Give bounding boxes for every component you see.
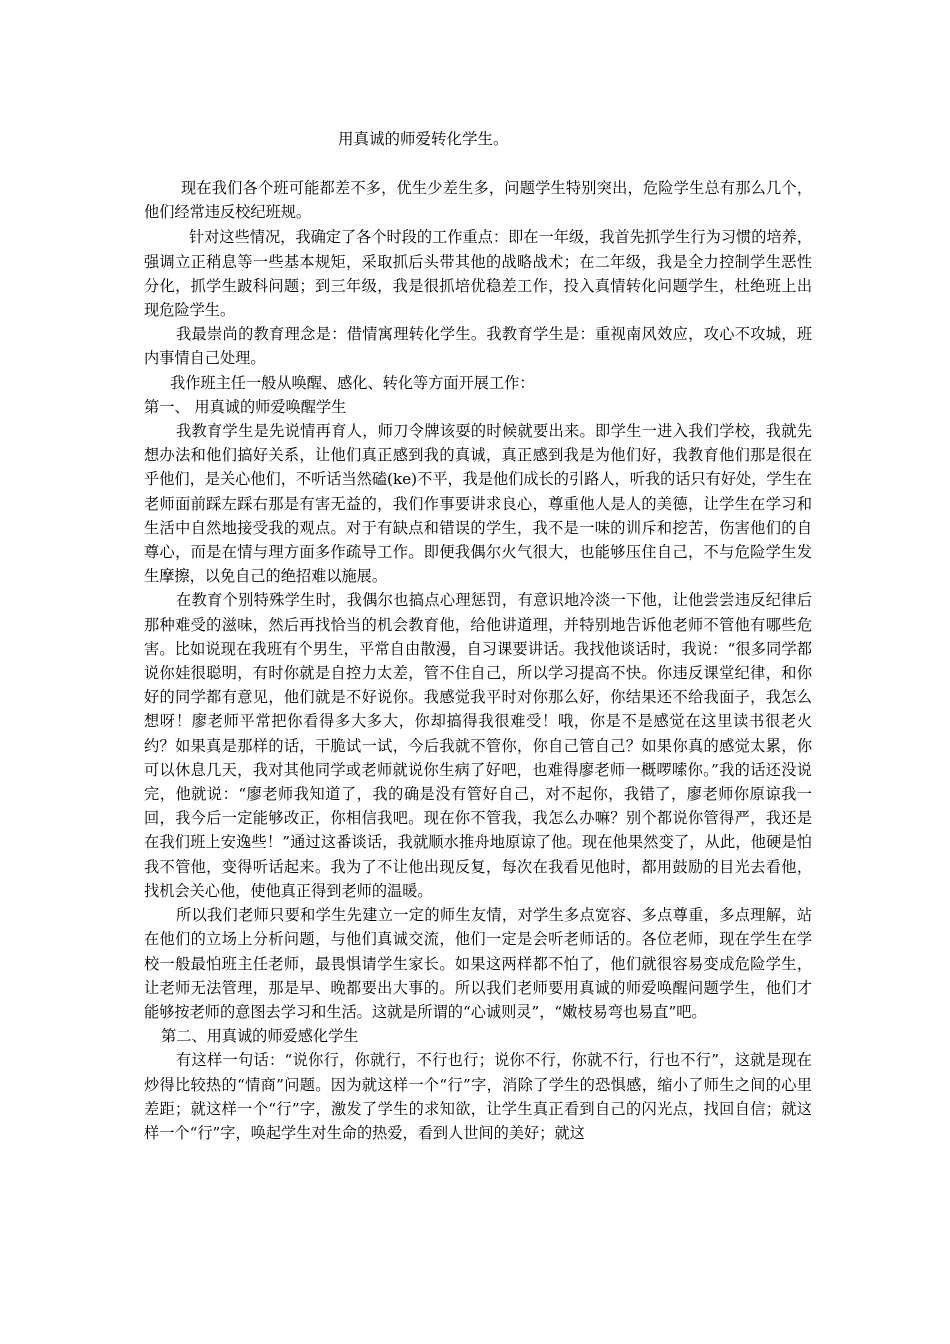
document-title: 用真诚的师爱转化学生。 xyxy=(338,130,509,148)
paragraph-awaken-3: 所以我们老师只要和学生先建立一定的师生友情，对学生多点宽容、多点尊重，多点理解，站在他们的立场上分析问题，与他们真诚交流，他们一定是会听老师话的。各位老师，现在学生在学校一般最怕班主任老师，最畏惧请学生家长。如果这两样都不怕了，他们就很容易变成危险学生，让老师无法管理，那是早、晚都要出大事的。所以我们老师要用真诚的师爱唤醒问题学生，他们才能够按老师的意图去学习和生活。这就是所谓的“心诚则灵”，“嫩枝易弯也易直”吧。 xyxy=(144,906,812,1021)
paragraph-awaken-2: 在教育个别特殊学生时，我偶尔也搞点心理惩罚，有意识地冷淡一下他，让他尝尝违反纪律后那种难受的滋味，然后再找恰当的机会教育他，给他讲道理，并特别地告诉他老师不管他有哪些危害。比如说现在我班有个男生，平常自由散漫，自习课要讲话。我找他谈话时，我说：“很多同学都说你娃很聪明，有时你就是自控力太差，管不住自己，所以学习提高不快。你违反课堂纪律，和你好的同学都有意见，他们就是不好说你。我感觉我平时对你那么好，你结果还不给我面子，我怎么想呀！廖老师平常把你看得多大多大，你却搞得我很难受！哦，你是不是感觉在这里读书很老火约？如果真是那样的话，干脆试一试，今后我就不管你，你自己管自己？如果你真的感觉太累，你可以休息几天，我对其他同学或老师就说你生病了好吧，也难得廖老师一概啰嗦你。”我的话还没说完，他就说：“廖老师我知道了，我的确是没有管好自己，对不起你，我错了，廖老师你原谅我一回，我今后一定能够改正，你相信我吧。现在你不管我，我怎么办嘛？别个都说你管得严，我还是在我们班上安逸些！”通过这番谈话，我就顺水推舟地原谅了他。现在他果然变了，从此，他硬是怕我不管他，变得听话起来。我为了不让他出现反复，每次在我看见他时，都用鼓励的目光去看他，找机会关心他，使他真正得到老师的温暖。 xyxy=(144,591,812,900)
paragraph-awaken-1: 我教育学生是先说情再育人，师刀令牌该耍的时候就要出来。即学生一进入我们学校，我就先想办法和他们搞好关系，让他们真正感到我的真诚，真正感到我是为他们好，我教育他们那是很在乎他们，是关心他们，不听话当然磕(ke)不平，我是他们成长的引路人，听我的话只有好处，学生在老师面前踩左踩右那是有害无益的，我们作事要讲求良心，尊重他人是人的美德，让学生在学习和生活中自然地接受我的观点。对于有缺点和错误的学生，我不是一味的训斥和挖苦，伤害他们的自尊心，而是在情与理方面多作疏导工作。即便我偶尔火气很大，也能够压住自己，不与危险学生发生摩擦，以免自己的绝招难以施展。 xyxy=(144,422,812,586)
document-body xyxy=(144,176,812,1145)
section-heading-1: 第一、 用真诚的师爱唤醒学生 xyxy=(144,397,347,416)
paragraph-work-focus: 针对这些情况，我确定了各个时段的工作重点：即在一年级，我首先抓学生行为习惯的培养，强调立正稍息等一些基本规矩，采取抓后头带其他的战略战术；在二年级，我是全力控制学生恶性分化，抓学生跛科问题；到三年级，我是很抓培优稳差工作，投入真情转化问题学生，杜绝班上出现危险学生。 xyxy=(144,228,812,320)
section-heading-2: 第二、用真诚的师爱感化学生 xyxy=(161,1027,359,1046)
paragraph-approach: 我作班主任一般从唤醒、感化、转化等方面开展工作： xyxy=(170,373,535,392)
paragraph-influence-1: 有这样一句话：“说你行，你就行，不行也行；说你不行，你就不行，行也不行”，这就是现在炒得比较热的“情商”问题。因为就这样一个“行”字，消除了学生的恐惧感，缩小了师生之间的心里差距；就这样一个“行”字，激发了学生的求知欲，让学生真正看到自己的闪光点，找回自信；就这样一个“行”字，唤起学生对生命的热爱，看到人世间的美好；就这 xyxy=(144,1051,812,1142)
paragraph-intro: 现在我们各个班可能都差不多，优生少差生多，问题学生特别突出，危险学生总有那么几个，他们经常违反校纪班规。 xyxy=(144,179,812,222)
paragraph-philosophy: 我最崇尚的教育理念是：借情寓理转化学生。我教育学生是：重视南风效应，攻心不攻城，班内事情自己处理。 xyxy=(144,325,812,368)
